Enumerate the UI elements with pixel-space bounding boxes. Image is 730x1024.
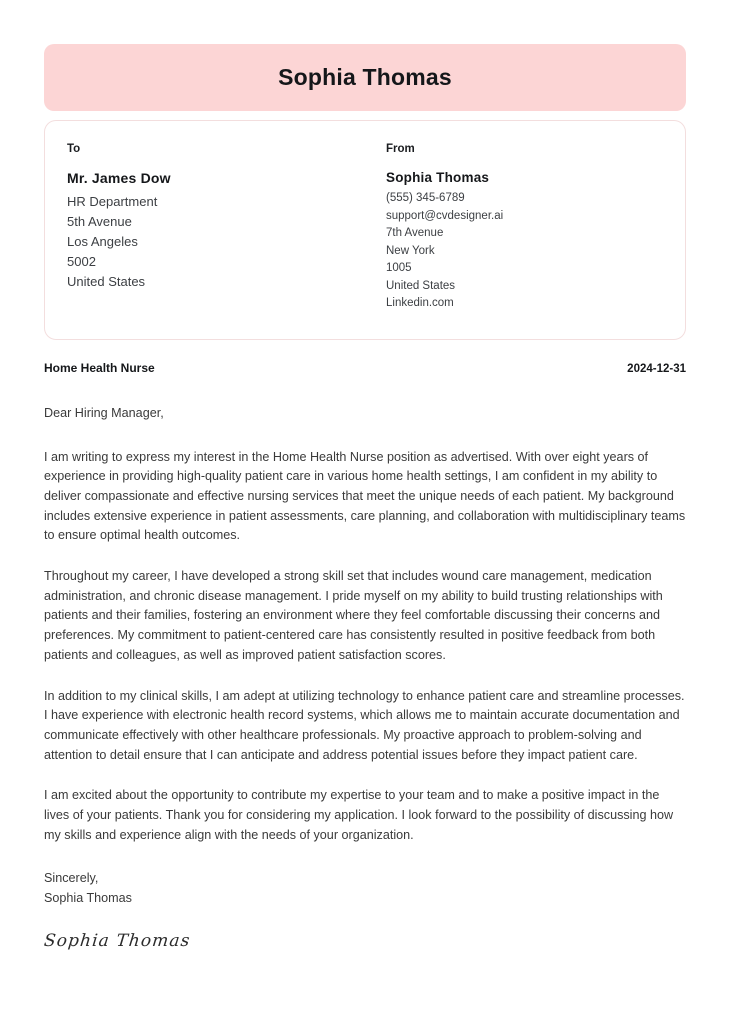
sender-line: 1005 bbox=[386, 262, 412, 274]
sender-name: Sophia Thomas bbox=[386, 170, 490, 185]
body-paragraph: Throughout my career, I have developed a strong skill set that includes wound care management, medication administration, and chronic disease management. I pride myself on my ability to build trusting relationships with patients and their families, fostering an environment where they feel comfortable discussing their concerns and preferences. My commitment to patient-centered care has consistently resulted in positive feedback from both patients and colleagues, as well as improved patient satisfaction scores. bbox=[44, 569, 663, 662]
recipient-line: Los Angeles bbox=[67, 234, 138, 249]
letter-body bbox=[44, 403, 686, 951]
recipient-line: 5002 bbox=[67, 254, 96, 269]
subject-row bbox=[44, 361, 686, 375]
recipient-name: Mr. James Dow bbox=[67, 170, 171, 186]
signature: Sophia Thomas bbox=[42, 930, 192, 951]
salutation: Dear Hiring Manager, bbox=[44, 405, 164, 420]
closing-block bbox=[44, 869, 686, 950]
sender-email: support@cvdesigner.ai bbox=[386, 209, 504, 222]
sender-phone: (555) 345-6789 bbox=[386, 192, 465, 204]
closing-name: Sophia Thomas bbox=[44, 891, 132, 906]
recipient-line: 5th Avenue bbox=[67, 214, 132, 229]
sender-line: New York bbox=[386, 244, 435, 257]
closing-salutation: Sincerely, bbox=[44, 871, 99, 886]
letter-date: 2024-12-31 bbox=[627, 362, 686, 375]
recipient-line: United States bbox=[67, 274, 146, 289]
recipient-block bbox=[67, 143, 365, 313]
sender-block bbox=[365, 143, 663, 313]
sender-linkedin: Linkedin.com bbox=[386, 297, 454, 309]
to-heading: To bbox=[67, 143, 81, 155]
body-paragraph: I am writing to express my interest in the Home Health Nurse position as advertised. With over eight years of experience in providing high-quality patient care in various home health settings, I am confident in my ability to deliver compassionate and effective nursing services that meet the unique needs of each patient. My background includes extensive experience in patient assessments, care planning, and collaboration with multidisciplinary teams to ensure optimal health outcomes. bbox=[44, 449, 686, 543]
body-paragraph: I am excited about the opportunity to contribute my expertise to your team and to make a positive impact in the lives of your patients. Thank you for considering my application. I look forward to the possibility of discussing how my skills and experience align with the needs of your organization. bbox=[44, 788, 674, 842]
sender-line: 7th Avenue bbox=[386, 227, 444, 239]
job-title: Home Health Nurse bbox=[44, 360, 155, 375]
contact-card bbox=[44, 120, 686, 340]
applicant-name-heading: Sophia Thomas bbox=[278, 64, 452, 90]
sender-line: United States bbox=[386, 279, 456, 292]
name-banner bbox=[44, 44, 686, 111]
body-paragraph: In addition to my clinical skills, I am adept at utilizing technology to enhance patient care and streamline processes. I have experience with electronic health record systems, which allows me to maintain accurate documentation and communicate effectively with other healthcare professionals. My proactive approach to problem-solving and attention to detail ensure that I can anticipate and address potential issues before they impact patient care. bbox=[44, 688, 685, 762]
recipient-line: HR Department bbox=[67, 194, 158, 209]
from-heading: From bbox=[386, 143, 415, 155]
